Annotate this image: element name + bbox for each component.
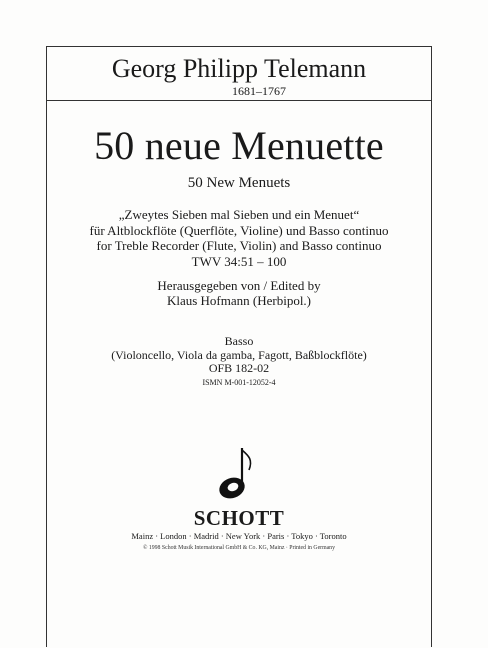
part-block [46, 335, 432, 389]
info-line-english-scoring: for Treble Recorder (Flute, Violin) and Basso continuo [96, 238, 382, 253]
publisher-name: SCHOTT [193, 506, 285, 530]
info-line-catalog: TWV 34:51 – 100 [191, 253, 287, 269]
work-title: 50 neue Menuette [94, 123, 384, 168]
editor-block [46, 278, 432, 308]
work-info [46, 207, 432, 269]
info-line-german-scoring: für Altblockflöte (Querflöte, Violine) und Basso continuo [89, 222, 389, 238]
part-ismn: ISMN M-001-12052-4 [202, 377, 276, 387]
info-line-original-title: „Zweytes Sieben mal Sieben und ein Menuet“ [118, 207, 360, 222]
part-name: Basso [224, 334, 254, 348]
publisher-cities: Mainz · London · Madrid · New York · Paris · Tokyo · Toronto [131, 531, 347, 541]
composer-dates: 1681–1767 [232, 84, 286, 98]
work-subtitle: 50 New Menuets [187, 175, 291, 191]
edited-by-label: Herausgegeben von / Edited by [157, 278, 321, 293]
copyright-notice: © 1998 Schott Musik International GmbH & Co. KG, Mainz · Printed in Germany [143, 545, 335, 551]
part-catalog-number: OFB 182-02 [208, 361, 270, 375]
composer-name: Georg Philipp Telemann [111, 54, 367, 83]
editor-name: Klaus Hofmann (Herbipol.) [166, 293, 312, 308]
schott-logo-icon [209, 446, 269, 504]
part-instruments: (Violoncello, Viola da gamba, Fagott, Baßblockflöte) [111, 347, 367, 362]
